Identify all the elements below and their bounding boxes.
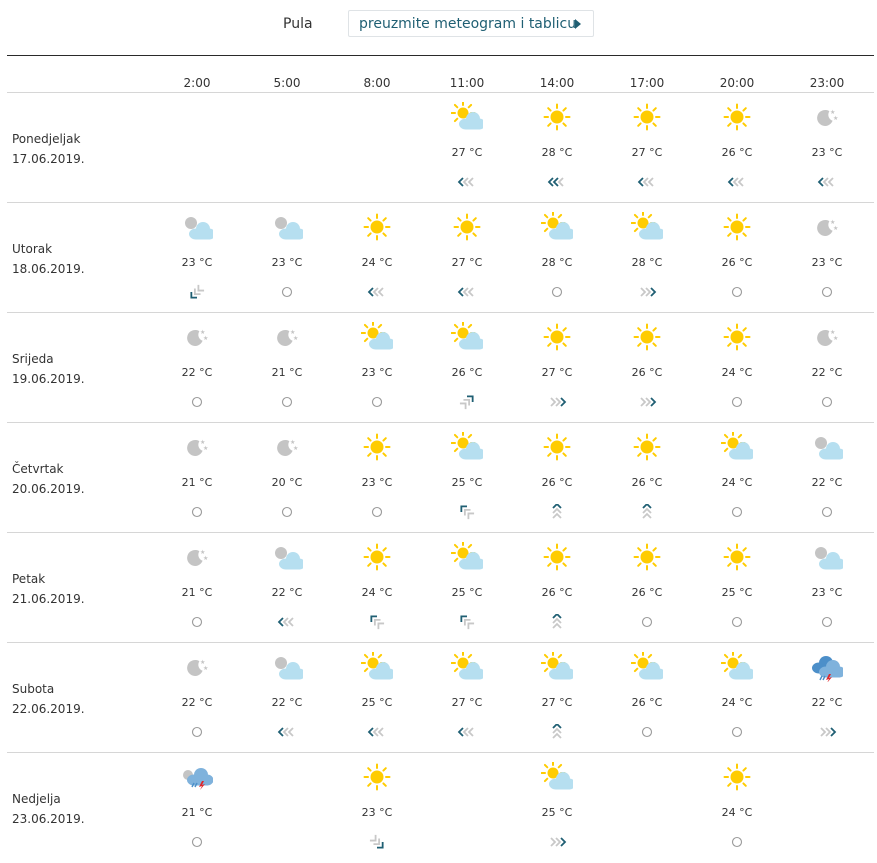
cloudy-night-icon: [811, 432, 843, 462]
forecast-cell: [342, 423, 412, 533]
forecast-cell: [162, 423, 232, 533]
temperature: 23 °C: [811, 256, 843, 269]
partly-cloudy-icon: [451, 102, 483, 132]
forecast-cell: [162, 753, 232, 863]
day-label: [12, 129, 85, 169]
day-label: [12, 789, 85, 829]
sun-icon: [541, 542, 573, 572]
caret-right-icon: [575, 19, 581, 29]
partly-cloudy-icon: [451, 432, 483, 462]
wind-east-icon: [545, 834, 569, 850]
svg-text:★: ★: [833, 335, 839, 342]
temperature: 27 °C: [451, 696, 483, 709]
day-name: Utorak: [12, 242, 53, 256]
day-name: Četvrtak: [12, 462, 64, 476]
sun-icon: [721, 322, 753, 352]
forecast-cell: [792, 203, 862, 313]
wind-north-icon: [635, 504, 659, 520]
wind-north-icon: [545, 504, 569, 520]
temperature: 24 °C: [721, 476, 753, 489]
svg-text:★: ★: [200, 439, 206, 446]
hour-label: 14:00: [539, 76, 575, 90]
wind-east-icon: [815, 724, 839, 740]
wind-northwest-icon: [455, 504, 479, 520]
forecast-cell: [792, 313, 862, 423]
sun-icon: [361, 542, 393, 572]
partly-cloudy-icon: [721, 652, 753, 682]
svg-text:★: ★: [203, 665, 209, 672]
cloudy-night-icon: [271, 212, 303, 242]
forecast-cell: [252, 313, 322, 423]
forecast-cell: [342, 643, 412, 753]
calm-icon: [725, 834, 749, 850]
moon-icon: [271, 322, 303, 352]
day-row: [0, 93, 877, 203]
sun-icon: [631, 322, 663, 352]
wind-west-icon: [275, 614, 299, 630]
forecast-cell: [702, 533, 772, 643]
partly-cloudy-icon: [541, 652, 573, 682]
svg-text:★: ★: [830, 329, 836, 336]
day-row: [0, 643, 877, 753]
temperature: 23 °C: [361, 366, 393, 379]
day-date: 23.06.2019.: [12, 812, 85, 826]
forecast-cell: [252, 533, 322, 643]
calm-icon: [185, 834, 209, 850]
partly-cloudy-icon: [361, 322, 393, 352]
temperature: 27 °C: [451, 146, 483, 159]
sun-icon: [631, 102, 663, 132]
temperature: 22 °C: [811, 366, 843, 379]
temperature: 21 °C: [271, 366, 303, 379]
forecast-cell: [342, 753, 412, 863]
temperature: 24 °C: [721, 806, 753, 819]
partly-cloudy-icon: [721, 432, 753, 462]
sun-icon: [631, 432, 663, 462]
forecast-cell: [162, 533, 232, 643]
sun-icon: [541, 432, 573, 462]
temperature: 22 °C: [811, 476, 843, 489]
toolbar: [0, 0, 877, 40]
svg-text:★: ★: [203, 445, 209, 452]
forecast-cell: [612, 313, 682, 423]
forecast-cell: [792, 93, 862, 203]
forecast-cell: [342, 313, 412, 423]
thunderstorm-icon: [811, 652, 843, 682]
sun-icon: [361, 212, 393, 242]
calm-icon: [635, 614, 659, 630]
forecast-cell: [252, 203, 322, 313]
wind-northwest-icon: [455, 614, 479, 630]
day-label: [12, 459, 85, 499]
day-date: 20.06.2019.: [12, 482, 85, 496]
wind-southwest-icon: [185, 284, 209, 300]
day-row: [0, 313, 877, 423]
svg-text:★: ★: [830, 109, 836, 116]
forecast-cell: [522, 753, 592, 863]
forecast-cell: [792, 533, 862, 643]
forecast-cell: [432, 203, 502, 313]
temperature: 21 °C: [181, 476, 213, 489]
day-row: [0, 753, 877, 863]
forecast-cell: [702, 313, 772, 423]
cloudy-night-icon: [811, 542, 843, 572]
day-label: [12, 679, 85, 719]
wind-east-icon: [545, 394, 569, 410]
temperature: 28 °C: [541, 256, 573, 269]
calm-icon: [815, 614, 839, 630]
calm-icon: [275, 394, 299, 410]
temperature: 26 °C: [721, 146, 753, 159]
day-label: [12, 349, 85, 389]
temperature: 25 °C: [721, 586, 753, 599]
temperature: 23 °C: [271, 256, 303, 269]
forecast-cell: [522, 533, 592, 643]
partly-cloudy-icon: [541, 762, 573, 792]
forecast-cell: [612, 643, 682, 753]
day-row: [0, 203, 877, 313]
forecast-cell: [702, 93, 772, 203]
calm-icon: [815, 394, 839, 410]
calm-icon: [815, 504, 839, 520]
day-name: Srijeda: [12, 352, 54, 366]
temperature: 26 °C: [541, 476, 573, 489]
day-date: 19.06.2019.: [12, 372, 85, 386]
wind-west-icon: [635, 174, 659, 190]
hour-label: 20:00: [719, 76, 755, 90]
forecast-cell: [612, 93, 682, 203]
temperature: 24 °C: [721, 366, 753, 379]
sun-icon: [721, 542, 753, 572]
svg-text:★: ★: [293, 445, 299, 452]
temperature: 23 °C: [361, 806, 393, 819]
calm-icon: [275, 284, 299, 300]
cloudy-night-icon: [271, 652, 303, 682]
forecast-cell: [612, 203, 682, 313]
svg-text:★: ★: [200, 549, 206, 556]
forecast-cell: [162, 203, 232, 313]
sun-icon: [631, 542, 663, 572]
calm-icon: [185, 724, 209, 740]
forecast-cell: [702, 203, 772, 313]
wind-west-icon: [365, 724, 389, 740]
moon-icon: [181, 652, 213, 682]
temperature: 26 °C: [631, 696, 663, 709]
forecast-cell: [342, 533, 412, 643]
forecast-cell: [432, 533, 502, 643]
day-name: Nedjelja: [12, 792, 61, 806]
temperature: 28 °C: [541, 146, 573, 159]
day-name: Subota: [12, 682, 55, 696]
forecast-cell: [702, 423, 772, 533]
svg-text:★: ★: [290, 439, 296, 446]
sun-icon: [451, 212, 483, 242]
forecast-cell: [432, 423, 502, 533]
forecast-cell: [522, 313, 592, 423]
day-date: 21.06.2019.: [12, 592, 85, 606]
calm-icon: [275, 504, 299, 520]
temperature: 22 °C: [181, 366, 213, 379]
calm-icon: [365, 504, 389, 520]
hour-label: 11:00: [449, 76, 485, 90]
temperature: 25 °C: [451, 586, 483, 599]
day-date: 22.06.2019.: [12, 702, 85, 716]
wind-west-icon: [365, 284, 389, 300]
wind-west-icon: [815, 174, 839, 190]
day-row: [0, 423, 877, 533]
sun-icon: [361, 762, 393, 792]
calm-icon: [545, 284, 569, 300]
temperature: 27 °C: [541, 366, 573, 379]
wind-west-icon: [455, 174, 479, 190]
temperature: 27 °C: [541, 696, 573, 709]
temperature: 22 °C: [181, 696, 213, 709]
calm-icon: [815, 284, 839, 300]
partly-cloudy-icon: [451, 322, 483, 352]
sun-icon: [721, 212, 753, 242]
wind-northwest-icon: [365, 614, 389, 630]
forecast-cell: [162, 643, 232, 753]
temperature: 26 °C: [631, 476, 663, 489]
temperature: 26 °C: [451, 366, 483, 379]
header-divider: [7, 55, 874, 56]
temperature: 24 °C: [721, 696, 753, 709]
forecast-cell: [342, 203, 412, 313]
day-name: Petak: [12, 572, 46, 586]
wind-west-icon: [455, 724, 479, 740]
download-label: preuzmite meteogram i tablicu: [359, 16, 577, 32]
temperature: 26 °C: [541, 586, 573, 599]
wind-north-icon: [545, 614, 569, 630]
calm-icon: [725, 394, 749, 410]
day-label: [12, 569, 85, 609]
wind-east-icon: [635, 394, 659, 410]
moon-icon: [181, 432, 213, 462]
hour-label: 23:00: [809, 76, 845, 90]
temperature: 25 °C: [451, 476, 483, 489]
svg-text:★: ★: [290, 329, 296, 336]
moon-icon: [181, 542, 213, 572]
temperature: 25 °C: [541, 806, 573, 819]
forecast-cell: [702, 643, 772, 753]
night-thunderstorm-icon: [181, 762, 213, 792]
temperature: 23 °C: [181, 256, 213, 269]
calm-icon: [185, 504, 209, 520]
temperature: 21 °C: [181, 806, 213, 819]
wind-southeast-icon: [365, 834, 389, 850]
temperature: 25 °C: [361, 696, 393, 709]
forecast-cell: [612, 423, 682, 533]
temperature: 23 °C: [361, 476, 393, 489]
sun-icon: [721, 102, 753, 132]
partly-cloudy-icon: [451, 542, 483, 572]
calm-icon: [725, 724, 749, 740]
hour-label: 2:00: [183, 76, 211, 90]
sun-icon: [721, 762, 753, 792]
forecast-cell: [162, 313, 232, 423]
forecast-cell: [432, 93, 502, 203]
partly-cloudy-icon: [541, 212, 573, 242]
temperature: 24 °C: [361, 586, 393, 599]
forecast-cell: [612, 533, 682, 643]
calm-icon: [185, 394, 209, 410]
forecast-cell: [792, 423, 862, 533]
day-row: [0, 533, 877, 643]
forecast-cell: [522, 203, 592, 313]
cloudy-night-icon: [271, 542, 303, 572]
partly-cloudy-icon: [451, 652, 483, 682]
day-label: [12, 239, 85, 279]
moon-icon: [811, 102, 843, 132]
temperature: 22 °C: [271, 696, 303, 709]
forecast-cell: [252, 643, 322, 753]
hour-label: 8:00: [363, 76, 391, 90]
hour-label: 17:00: [629, 76, 665, 90]
wind-east-icon: [635, 284, 659, 300]
temperature: 24 °C: [361, 256, 393, 269]
temperature: 23 °C: [811, 586, 843, 599]
wind-west-icon: [455, 284, 479, 300]
svg-text:★: ★: [203, 335, 209, 342]
calm-icon: [185, 614, 209, 630]
calm-icon: [725, 284, 749, 300]
cloudy-night-icon: [181, 212, 213, 242]
svg-text:★: ★: [200, 329, 206, 336]
sun-icon: [361, 432, 393, 462]
day-date: 17.06.2019.: [12, 152, 85, 166]
svg-text:★: ★: [833, 225, 839, 232]
calm-icon: [365, 394, 389, 410]
hour-label: 5:00: [273, 76, 301, 90]
moon-icon: [181, 322, 213, 352]
moon-icon: [811, 322, 843, 352]
calm-icon: [725, 504, 749, 520]
forecast-cell: [702, 753, 772, 863]
temperature: 21 °C: [181, 586, 213, 599]
temperature: 26 °C: [721, 256, 753, 269]
svg-text:★: ★: [833, 115, 839, 122]
temperature: 27 °C: [631, 146, 663, 159]
forecast-cell: [792, 643, 862, 753]
partly-cloudy-icon: [631, 212, 663, 242]
svg-text:★: ★: [830, 219, 836, 226]
wind-west-icon: [275, 724, 299, 740]
calm-icon: [725, 614, 749, 630]
svg-text:★: ★: [203, 555, 209, 562]
partly-cloudy-icon: [361, 652, 393, 682]
wind-west-strong-icon: [545, 174, 569, 190]
forecast-cell: [522, 423, 592, 533]
download-meteogram-button[interactable]: [348, 10, 594, 37]
svg-text:★: ★: [200, 659, 206, 666]
forecast-cell: [522, 643, 592, 753]
city-name: Pula: [283, 16, 313, 32]
wind-north-icon: [545, 724, 569, 740]
temperature: 22 °C: [271, 586, 303, 599]
sun-icon: [541, 322, 573, 352]
moon-icon: [271, 432, 303, 462]
partly-cloudy-icon: [631, 652, 663, 682]
temperature: 27 °C: [451, 256, 483, 269]
moon-icon: [811, 212, 843, 242]
day-date: 18.06.2019.: [12, 262, 85, 276]
forecast-cell: [522, 93, 592, 203]
forecast-cell: [432, 313, 502, 423]
svg-text:★: ★: [293, 335, 299, 342]
temperature: 26 °C: [631, 366, 663, 379]
temperature: 23 °C: [811, 146, 843, 159]
sun-icon: [541, 102, 573, 132]
temperature: 22 °C: [811, 696, 843, 709]
temperature: 20 °C: [271, 476, 303, 489]
temperature: 26 °C: [631, 586, 663, 599]
forecast-cell: [432, 643, 502, 753]
calm-icon: [635, 724, 659, 740]
day-name: Ponedjeljak: [12, 132, 81, 146]
wind-west-icon: [725, 174, 749, 190]
wind-northeast-icon: [455, 394, 479, 410]
forecast-cell: [252, 423, 322, 533]
temperature: 28 °C: [631, 256, 663, 269]
